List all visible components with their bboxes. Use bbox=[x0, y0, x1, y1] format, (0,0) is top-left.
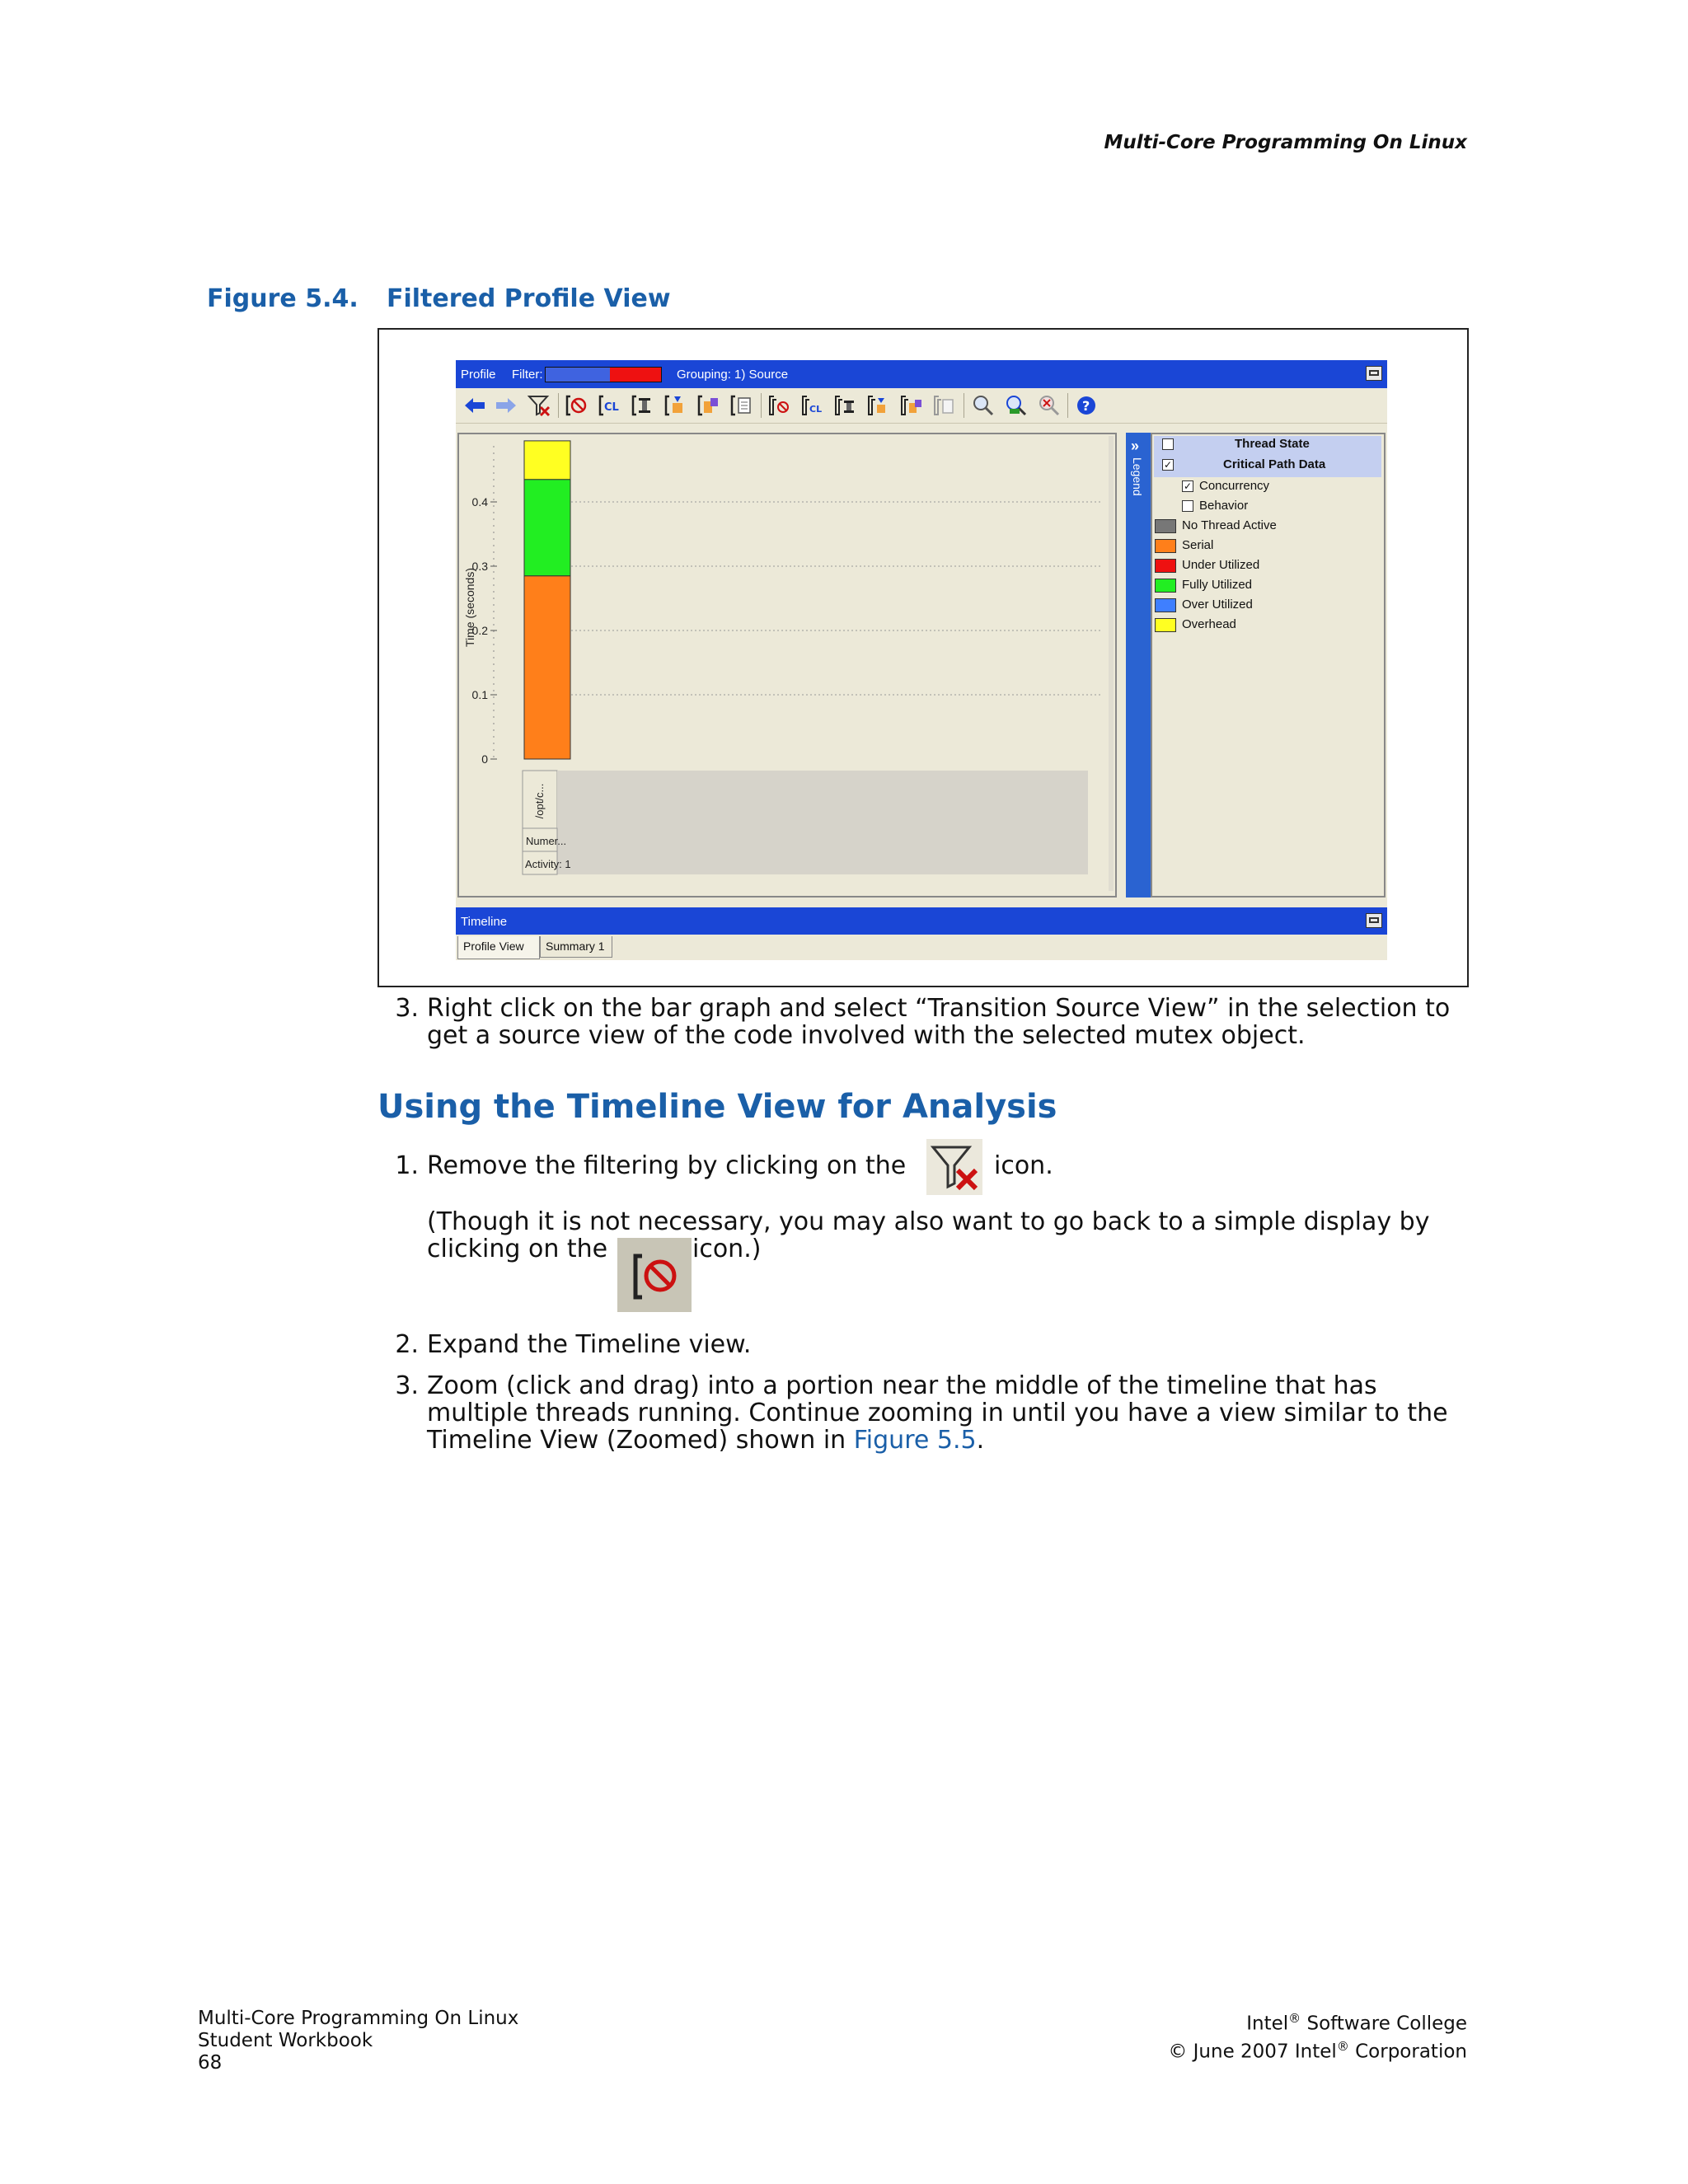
y-tick-label: 0.3 bbox=[471, 560, 488, 573]
bar-segment-fully-utilized[interactable] bbox=[524, 480, 570, 576]
y-tick-label: 0 bbox=[481, 752, 488, 766]
tab-summary-1[interactable]: Summary 1 bbox=[540, 936, 612, 958]
thread-state-label: Thread State bbox=[1235, 437, 1310, 451]
footer-left bbox=[198, 2008, 518, 2074]
simple-display-icon[interactable] bbox=[565, 393, 589, 418]
footer-publisher bbox=[1168, 2008, 1467, 2036]
category-label: /opt/c... bbox=[533, 783, 546, 819]
figure-caption bbox=[207, 284, 671, 313]
category-row-label: Numer... bbox=[526, 835, 567, 847]
footer-right bbox=[1168, 2008, 1467, 2063]
footer-text: Software College bbox=[1306, 2013, 1467, 2035]
group-sync-filter-icon[interactable] bbox=[899, 393, 924, 418]
legend-item-label: No Thread Active bbox=[1182, 518, 1277, 532]
registered-mark: ® bbox=[1288, 2011, 1301, 2026]
critical-path-label: Critical Path Data bbox=[1223, 457, 1326, 471]
note-text-part: icon.) bbox=[692, 1235, 762, 1263]
note-text-part: clicking on the bbox=[427, 1235, 608, 1263]
grouping-label[interactable]: Grouping: 1) Source bbox=[677, 368, 789, 382]
copy-icon[interactable] bbox=[729, 393, 754, 418]
legend-item-label: Over Utilized bbox=[1182, 598, 1253, 612]
figure-number: Figure 5.4. bbox=[207, 284, 359, 313]
legend-item-label: Overhead bbox=[1182, 617, 1236, 631]
group-copy-icon[interactable] bbox=[932, 393, 957, 418]
note-text bbox=[427, 1208, 1474, 1263]
legend-swatch bbox=[1155, 598, 1176, 612]
list-text: icon. bbox=[994, 1151, 1053, 1180]
group-simple-icon[interactable] bbox=[767, 393, 792, 418]
profile-maximize-button[interactable] bbox=[1366, 366, 1382, 381]
y-axis-label: Time (seconds) bbox=[463, 568, 476, 647]
profile-view-screenshot bbox=[456, 360, 1387, 960]
bar-segment-overhead[interactable] bbox=[524, 441, 570, 480]
profile-toolbar bbox=[456, 388, 1387, 424]
y-tick-label: 0.1 bbox=[471, 688, 488, 701]
group-thread-icon[interactable] bbox=[833, 393, 858, 418]
remove-filter-icon bbox=[926, 1139, 982, 1195]
list-text-line bbox=[427, 1427, 1474, 1454]
footer-book-title: Multi-Core Programming On Linux bbox=[198, 2008, 519, 2029]
legend-expand-icon[interactable]: » bbox=[1131, 438, 1140, 454]
list-text bbox=[427, 1372, 1474, 1454]
note-text-line: (Though it is not necessary, you may also want to go back to a simple display by bbox=[427, 1207, 1430, 1236]
zoom-in-icon[interactable] bbox=[1003, 393, 1028, 418]
remove-filter-icon[interactable] bbox=[527, 393, 551, 418]
toolbar-separator bbox=[558, 393, 559, 418]
legend-item-label: Serial bbox=[1182, 538, 1214, 552]
list-text bbox=[427, 995, 1474, 1049]
concurrency-checkbox[interactable]: ✓ bbox=[1183, 480, 1193, 492]
timeline-maximize-button[interactable] bbox=[1366, 913, 1382, 928]
profile-bar-chart[interactable] bbox=[459, 434, 1115, 896]
legend-panel bbox=[1151, 433, 1386, 898]
legend-swatch bbox=[1155, 618, 1176, 632]
note-text-line bbox=[427, 1235, 1474, 1263]
timeline-titlebar[interactable] bbox=[456, 907, 1387, 935]
zoom-reset-icon[interactable] bbox=[1036, 393, 1061, 418]
list-text-line: Right click on the bar graph and select “Transition Source View” in the selection to bbox=[427, 994, 1451, 1023]
list-item bbox=[377, 1372, 1474, 1456]
list-item bbox=[377, 1152, 1474, 1185]
behavior-checkbox[interactable] bbox=[1182, 500, 1193, 512]
list-text-part: Timeline View (Zoomed) shown in bbox=[427, 1426, 846, 1455]
list-number: 2. bbox=[395, 1330, 419, 1359]
legend-swatch bbox=[1155, 519, 1176, 533]
figure-title: Filtered Profile View bbox=[387, 284, 671, 313]
filter-indicator-fill bbox=[546, 368, 610, 382]
tab-profile-view[interactable]: Profile View bbox=[457, 936, 540, 959]
svg-text:CL: CL bbox=[604, 401, 619, 414]
help-icon[interactable] bbox=[1074, 393, 1099, 418]
filter-label: Filter: bbox=[512, 368, 543, 382]
critical-path-icon[interactable] bbox=[598, 393, 622, 418]
footer-text: Intel bbox=[1246, 2013, 1289, 2035]
svg-text:?: ? bbox=[1082, 398, 1090, 414]
list-text-line: Zoom (click and drag) into a portion near the middle of the timeline that has bbox=[427, 1371, 1377, 1400]
registered-mark: ® bbox=[1336, 2038, 1349, 2054]
section-heading: Using the Timeline View for Analysis bbox=[377, 1088, 1057, 1126]
list-item bbox=[377, 995, 1474, 1052]
concurrency-label: Concurrency bbox=[1199, 479, 1270, 493]
sync-object-icon[interactable] bbox=[663, 393, 688, 418]
group-cl-icon[interactable] bbox=[800, 393, 825, 418]
toolbar-separator bbox=[761, 393, 762, 418]
svg-text:CL: CL bbox=[809, 404, 823, 415]
zoom-icon[interactable] bbox=[970, 393, 995, 418]
critical-path-checkbox[interactable]: ✓ bbox=[1163, 459, 1173, 471]
simple-display-icon bbox=[617, 1238, 692, 1312]
category-row-label: Activity: 1 bbox=[525, 858, 571, 870]
legend-swatch bbox=[1155, 539, 1176, 553]
list-text-part: . bbox=[976, 1426, 985, 1455]
plot-scrollbar[interactable] bbox=[1109, 436, 1114, 891]
legend-item-label: Fully Utilized bbox=[1182, 578, 1253, 592]
thread-icon[interactable] bbox=[631, 393, 655, 418]
forward-arrow-icon[interactable] bbox=[494, 393, 518, 418]
profile-title: Profile bbox=[461, 368, 496, 382]
toolbar-separator bbox=[1067, 393, 1068, 418]
group-sync-icon[interactable] bbox=[866, 393, 891, 418]
footer-text: Corporation bbox=[1355, 2041, 1467, 2063]
list-text: Expand the Timeline view. bbox=[427, 1330, 752, 1359]
list-text-line: get a source view of the code involved with the selected mutex object. bbox=[427, 1021, 1306, 1050]
back-arrow-icon[interactable] bbox=[462, 393, 487, 418]
legend-tab[interactable] bbox=[1126, 433, 1151, 898]
footer-workbook: Student Workbook bbox=[198, 2030, 373, 2051]
list-text-line: multiple threads running. Continue zooming in until you have a view similar to the bbox=[427, 1399, 1448, 1427]
filter-indicator[interactable] bbox=[545, 367, 662, 382]
profile-titlebar bbox=[456, 360, 1387, 388]
timeline-title: Timeline bbox=[461, 915, 508, 929]
y-tick-label: 0.2 bbox=[471, 624, 488, 637]
thread-state-checkbox[interactable] bbox=[1162, 438, 1174, 450]
y-tick-label: 0.4 bbox=[471, 495, 488, 509]
category-empty-area bbox=[557, 771, 1088, 874]
behavior-label: Behavior bbox=[1199, 499, 1249, 513]
profile-plot-area[interactable] bbox=[457, 433, 1117, 898]
list-item bbox=[377, 1331, 1474, 1361]
list-number: 1. bbox=[395, 1151, 419, 1180]
figure-5-5-link[interactable]: Figure 5.5 bbox=[853, 1426, 977, 1455]
legend-tab-label: Legend bbox=[1131, 457, 1144, 496]
legend-item-label: Under Utilized bbox=[1182, 558, 1260, 572]
running-header: Multi-Core Programming On Linux bbox=[1104, 132, 1467, 153]
footer-copyright bbox=[1168, 2036, 1467, 2064]
list-number: 3. bbox=[395, 1371, 419, 1400]
bar-segment-serial[interactable] bbox=[524, 576, 570, 759]
footer-page-number: 68 bbox=[198, 2052, 223, 2074]
footer-text: © June 2007 Intel bbox=[1168, 2041, 1337, 2063]
sync-object-filter-icon[interactable] bbox=[696, 393, 721, 418]
legend-swatch bbox=[1155, 579, 1176, 593]
list-text: Remove the filtering by clicking on the bbox=[427, 1151, 907, 1180]
view-tabs bbox=[456, 935, 1387, 960]
legend-swatch bbox=[1155, 559, 1176, 573]
list-number: 3. bbox=[395, 994, 419, 1023]
